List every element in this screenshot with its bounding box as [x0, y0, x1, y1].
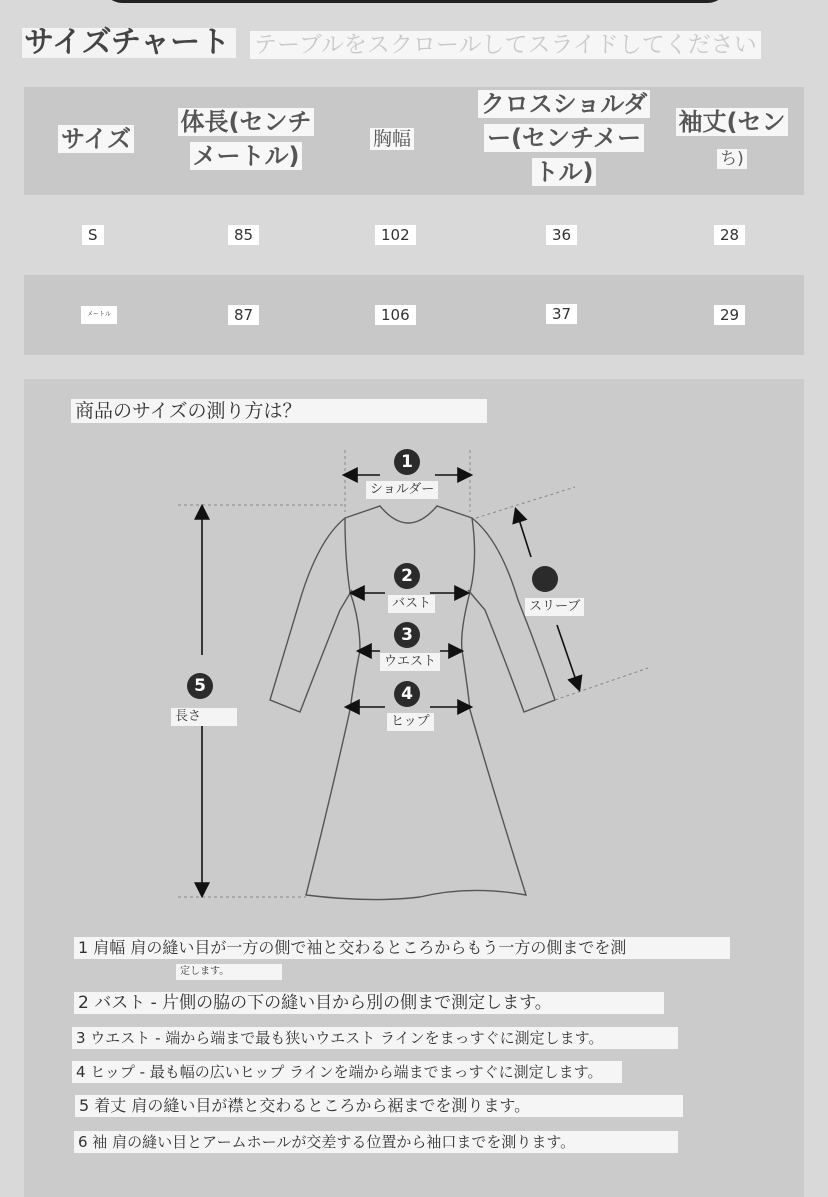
column-header-shoulder: クロスショルダ ー(センチメー トル): [474, 87, 654, 189]
cell-shoulder: 36: [546, 225, 577, 245]
cell-length: 87: [228, 305, 259, 325]
badge-sleeve: [532, 566, 558, 592]
note-length: 5 着丈 肩の縫い目が襟と交わるところから裾までを測ります。: [75, 1095, 683, 1117]
column-header-length: 体長(センチ メートル): [176, 105, 316, 173]
cell-chest: 102: [375, 225, 416, 245]
label-sleeve: スリーブ: [525, 598, 584, 616]
badge-hip: 4: [394, 681, 420, 707]
guide-title: 商品のサイズの測り方は？: [71, 399, 487, 423]
note-hip: 4 ヒップ - 最も幅の広いヒップ ラインを端から端までまっすぐに測定します。: [72, 1061, 622, 1083]
guide-lines: [178, 450, 648, 897]
measure-arrows: [202, 475, 579, 895]
column-header-chest: 胸幅: [362, 122, 422, 156]
label-waist: ウエスト: [380, 653, 440, 671]
cell-shoulder: 37: [546, 304, 577, 324]
badge-length: 5: [187, 673, 213, 699]
note-shoulder-cont: 定します。: [176, 964, 282, 980]
note-sleeve: 6 袖 肩の縫い目とアームホールが交差する位置から袖口までを測ります。: [74, 1131, 678, 1153]
note-bust: 2 バスト - 片側の脇の下の縫い目から別の側まで測定します。: [74, 992, 664, 1014]
cell-sleeve: 28: [714, 225, 745, 245]
scroll-hint: テーブルをスクロールしてスライドしてください: [250, 31, 761, 59]
label-shoulder: ショルダー: [366, 481, 438, 499]
badge-shoulder: 1: [394, 449, 420, 475]
cell-length: 85: [228, 225, 259, 245]
cell-chest: 106: [375, 305, 416, 325]
cell-size: S: [82, 225, 104, 245]
label-length: 長さ: [171, 708, 237, 726]
badge-bust: 2: [394, 563, 420, 589]
label-hip: ヒップ: [387, 713, 434, 731]
cell-size: メートル: [81, 306, 117, 324]
page-title: サイズチャート: [22, 28, 236, 58]
note-shoulder: 1 肩幅 肩の縫い目が一方の側で袖と交わるところからもう一方の側までを測: [74, 937, 730, 959]
column-header-sleeve: 袖丈(セン ち): [672, 105, 792, 176]
label-bust: バスト: [388, 595, 435, 613]
column-header-size: サイズ: [54, 122, 138, 156]
cell-sleeve: 29: [714, 305, 745, 325]
note-waist: 3 ウエスト - 端から端まで最も狭いウエスト ラインをまっすぐに測定します。: [72, 1027, 678, 1049]
badge-waist: 3: [394, 622, 420, 648]
